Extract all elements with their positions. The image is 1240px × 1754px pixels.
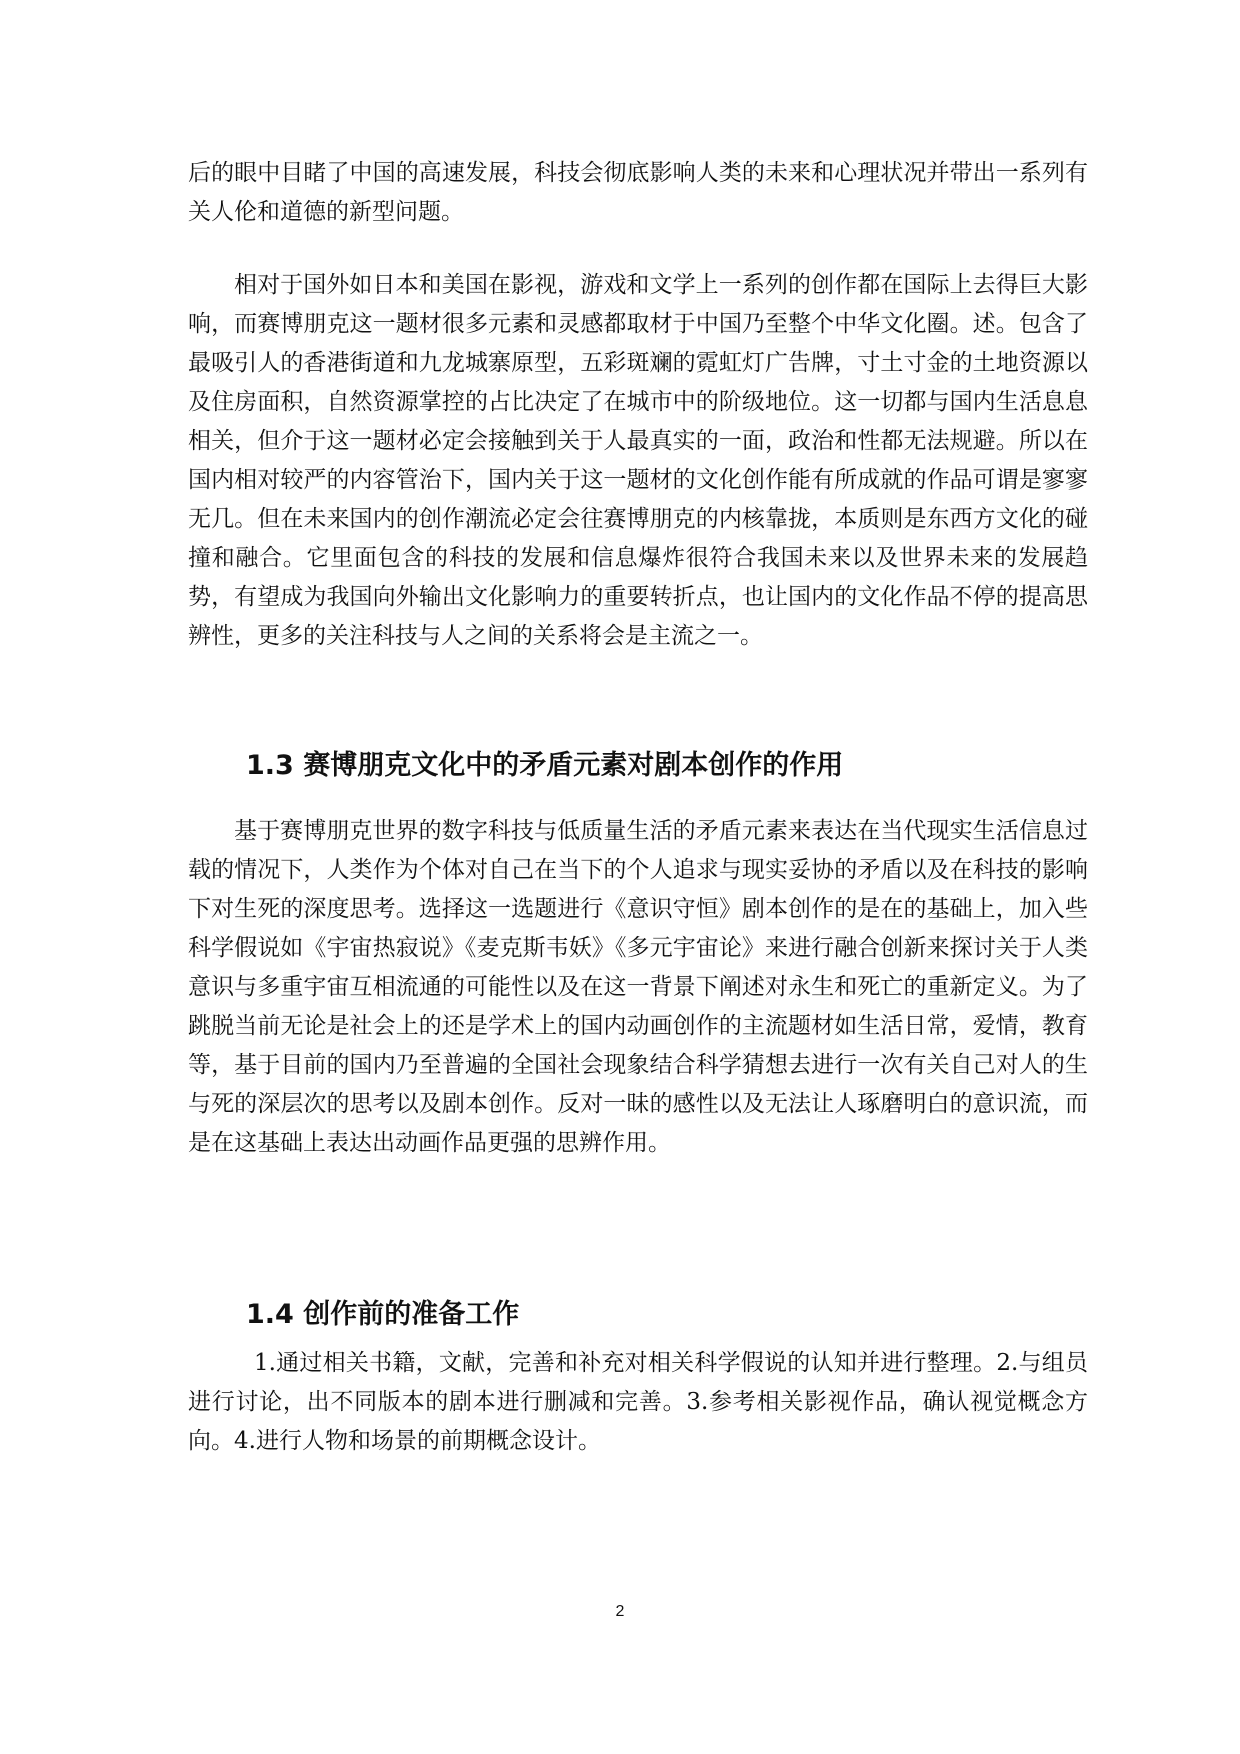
- paragraph-contradiction-elements: 基于赛博朋克世界的数字科技与低质量生活的矛盾元素来表达在当代现实生活信息过载的情况下，人类作为个体对自己在当下的个人追求与现实妥协的矛盾以及在科技的影响下对生死的深度思考。选择这一选题进行《意识守恒》剧本创作的是在的基础上，加入些科学假说如《宇宙热寂说》《麦克斯韦妖》《多元宇宙论》来进行融合创新来探讨关于人类意识与多重宇宙互相流通的可能性以及在这一背景下阐述对永生和死亡的重新定义。为了跳脱当前无论是社会上的还是学术上的国内动画创作的主流题材如生活日常，爱情，教育等，基于目前的国内乃至普遍的全国社会现象结合科学猜想去进行一次有关自己对人的生与死的深层次的思考以及剧本创作。反对一昧的感性以及无法让人琢磨明白的意识流，而是在这基础上表达出动画作品更强的思辨作用。: [188, 818, 1088, 1156]
- paragraph-foreign-influence: 相对于国外如日本和美国在影视，游戏和文学上一系列的创作都在国际上去得巨大影响，而赛博朋克这一题材很多元素和灵感都取材于中国乃至整个中华文化圈。述。包含了最吸引人的香港街道和九龙城寨原型，五彩斑斓的霓虹灯广告牌，寸土寸金的土地资源以及住房面积，自然资源掌控的占比决定了在城市中的阶级地位。这一切都与国内生活息息相关，但介于这一题材必定会接触到关于人最真实的一面，政治和性都无法规避。所以在国内相对较严的内容管治下，国内关于这一题材的文化创作能有所成就的作品可谓是寥寥无几。但在未来国内的创作潮流必定会往赛博朋克的内核靠拢，本质则是东西方文化的碰撞和融合。它里面包含的科技的发展和信息爆炸很符合我国未来以及世界未来的发展趋势，有望成为我国向外输出文化影响力的重要转折点，也让国内的文化作品不停的提高思辨性，更多的关注科技与人之间的关系将会是主流之一。: [188, 272, 1088, 649]
- section-heading-1-4: 1.4 创作前的准备工作: [246, 1299, 520, 1330]
- section-heading-1-3: 1.3 赛博朋克文化中的矛盾元素对剧本创作的作用: [246, 750, 844, 781]
- page-number: 2: [615, 1603, 625, 1620]
- paragraph-continuation: 后的眼中目睹了中国的高速发展，科技会彻底影响人类的未来和心理状况并带出一系列有关人伦和道德的新型问题。: [188, 160, 1088, 225]
- paragraph-preparation-steps: 1.通过相关书籍，文献，完善和补充对相关科学假说的认知并进行整理。2.与组员进行讨论，出不同版本的剧本进行删减和完善。3.参考相关影视作品，确认视觉概念方向。4.进行人物和场景的前期概念设计。: [188, 1350, 1088, 1454]
